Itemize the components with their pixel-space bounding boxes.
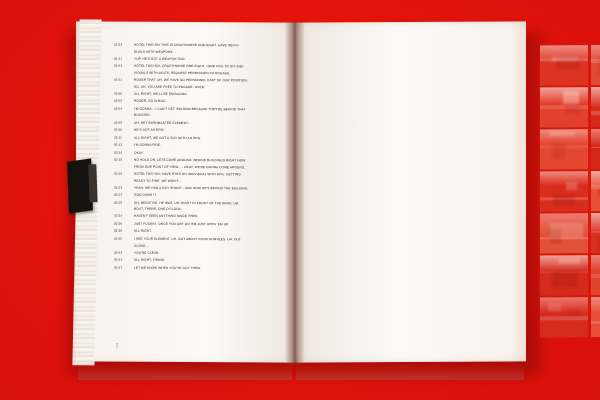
contact-sheet-photo — [540, 171, 588, 211]
transcript-timecode: 02:23 — [114, 185, 123, 190]
transcript-timecode: 02:28 — [114, 200, 123, 205]
transcript-row — [114, 42, 288, 56]
contact-sheet-photo — [540, 213, 588, 253]
photo-horizon-band — [540, 316, 588, 320]
contact-sheet-photo — [591, 45, 600, 85]
transcript-timecode: 01:33 — [114, 42, 123, 47]
transcript-timecode: 01:43 — [114, 63, 123, 68]
transcript-line: BOUT, THERE, ONE O'CLOCK. — [134, 206, 182, 212]
photo-dark-shape — [565, 105, 581, 113]
transcript-timecode: 02:09 — [114, 120, 123, 125]
transcript-timecode: 02:13 — [114, 142, 123, 147]
transcript-timecode: 02:23 — [114, 192, 123, 197]
black-bookmark-tab — [67, 158, 93, 213]
transcript-line: SO, UH, YOU ARE FREE TO ENGAGE. OVER. — [134, 84, 206, 89]
photo-dark-shape — [553, 195, 575, 207]
transcript-timecode: 02:36 — [114, 221, 123, 226]
photo-horizon-band — [591, 147, 600, 149]
left-page-bottom-shading — [78, 364, 292, 380]
photo-horizon-band — [591, 231, 600, 233]
photo-horizon-band — [591, 274, 600, 278]
transcript-speech — [134, 63, 288, 77]
transcript-row — [114, 170, 288, 184]
transcript-line: UH, NEGATIVE. HE WAS, UH, RIGHT IN FRONT OF THE BRAD, UH, — [134, 200, 240, 206]
transcript-timecode: 02:11 — [114, 135, 122, 140]
transcript-line: HE'S GOT AN RPG! — [134, 127, 165, 132]
transcript-line: I SEE YOUR ELEMENT, UH, GOT ABOUT FOUR HUMVEES, UH, OUT — [134, 236, 241, 242]
transcript-line: HOTEL TWO-SIX THIS IS CRAZYHORSE ONE-EIGHT. HAVE INDIVI- — [134, 42, 240, 48]
transcript-line: BUILDING. — [134, 113, 151, 118]
transcript-line: HOTEL TWO-SIX; HAVE EYES ON INDIVIDUAL WITH RPG. GETTING — [134, 171, 241, 177]
transcript-line: JUST FUCKIN', ONCE YOU GET ON 'EM JUST OPEN 'EM UP. — [134, 221, 229, 227]
transcript-timecode: 02:40 — [114, 236, 123, 241]
transcript-speech — [134, 236, 288, 250]
transcript-speech — [134, 157, 288, 171]
transcript-timecode: 02:43 — [114, 250, 123, 255]
transcript-timecode: 02:00 — [114, 91, 123, 96]
transcript-line: ROGER THAT. UH, WE HAVE NO PERSONNEL EAST OF OUR POSITION. — [134, 77, 248, 83]
transcript-line: HAVEN'T SEEN ANYTHING SINCE THEN. — [134, 214, 199, 219]
photo-dark-shape — [552, 143, 565, 159]
photo-dark-shape — [597, 236, 600, 253]
photo-horizon-band — [591, 320, 600, 324]
photo-duotone-layer — [591, 129, 600, 169]
contact-sheet-photo — [591, 255, 600, 295]
photo-duotone-layer — [591, 87, 600, 127]
transcript-row — [114, 264, 288, 272]
transcript-line: UH, HEY BUSHMASTER ELEMENT... — [134, 120, 191, 125]
contact-sheet-photo — [540, 87, 588, 127]
transcript-speech — [134, 264, 288, 272]
transcript-line: ALL RIGHT. — [134, 229, 152, 234]
transcript-timecode: 02:02 — [114, 98, 123, 103]
contact-sheet-photo — [591, 171, 600, 211]
photo-contact-sheet-grid — [540, 44, 600, 337]
transcript-timecode: 01:51 — [114, 77, 123, 82]
photo-highlight-shape — [550, 223, 583, 238]
transcript-line: ALL RIGHT, WE'LL BE ENGAGING. — [134, 91, 188, 96]
transcript-timecode: 02:19 — [114, 171, 123, 176]
open-book — [62, 22, 542, 378]
transcript-timecode: 02:34 — [114, 214, 123, 219]
transcript-line: I'M GONNA... I CAN'T GET 'EM NOW BECAUSE THEY'RE BEHIND THAT — [134, 106, 246, 112]
transcript-line: VIDUALS WITH AK47S. REQUEST PERMISSION TO ENGAGE. — [134, 70, 231, 76]
transcript-line: ALL RIGHT, FIRING. — [134, 257, 166, 263]
transcript-line: FROM OUR POINT OF VIEW. ... OKAY, WE'RE GONNA COME AROUND. — [134, 164, 246, 170]
transcript-timecode: 02:44 — [114, 257, 123, 262]
transcript-speech — [134, 171, 288, 185]
transcript-timecode: 01:41 — [114, 56, 123, 61]
photo-horizon-band — [591, 185, 600, 190]
contact-sheet-photo — [540, 297, 588, 337]
contact-sheet-photo — [591, 87, 600, 127]
transcript-line: ROGER, GO AHEAD. — [134, 99, 167, 104]
transcript-line: NO HOLD ON. LETS COME AROUND. BEHIND BUILDINGS RIGHT NOW — [134, 157, 246, 163]
right-page — [294, 21, 526, 362]
right-page-bottom-shading — [296, 364, 524, 380]
contact-sheet-photo — [591, 297, 600, 337]
photo-highlight-shape — [549, 131, 575, 136]
photo-highlight-shape — [566, 182, 577, 190]
transcript-timecode: 02:10 — [114, 127, 123, 132]
transcript-line: LET ME KNOW WHEN YOU'VE GOT THEM. — [134, 265, 201, 270]
transcript-line: YUP. HE'S GOT A WEAPON TOO. — [134, 56, 186, 61]
transcript-text-block — [114, 42, 288, 343]
photo-highlight-shape — [552, 56, 579, 61]
transcript-line: HOTEL TWO-SIX; CRAZYHORSE ONE-EIGHT. HAVE FIVE TO SIX INDI- — [134, 63, 245, 69]
transcript-line: DUALS WITH WEAPONS. — [134, 49, 174, 54]
transcript-line: GOD DAMN IT. — [134, 192, 157, 198]
transcript-line: READY TO FIRE. WE WON'T... — [134, 178, 182, 183]
transcript-speech — [134, 199, 288, 213]
contact-sheet-photo — [540, 255, 588, 295]
transcript-speech — [134, 42, 288, 56]
transcript-timecode: 02:47 — [114, 265, 123, 270]
contact-sheet-photo — [591, 213, 600, 253]
photo-dark-shape — [567, 309, 581, 315]
contact-sheet-photo — [591, 129, 600, 169]
transcript-line: I'M GONNA FIRE. — [134, 142, 162, 147]
photo-duotone-layer — [591, 297, 600, 337]
transcript-timecode: 02:04 — [114, 106, 123, 111]
transcript-timecode: 02:14 — [114, 150, 123, 155]
transcript-row — [114, 77, 288, 91]
photo-highlight-shape — [563, 91, 580, 104]
transcript-speech — [134, 106, 288, 120]
transcript-row — [114, 157, 288, 171]
transcript-line: ALONG... — [134, 243, 149, 248]
transcript-row — [114, 63, 288, 77]
photo-dark-shape — [552, 272, 578, 288]
transcript-line: OKAY. — [134, 150, 144, 155]
transcript-timecode: 02:15 — [114, 157, 123, 162]
transcript-row — [114, 199, 288, 213]
photo-horizon-band — [591, 111, 600, 116]
left-page — [76, 21, 294, 362]
transcript-row — [114, 236, 288, 250]
left-page-number: 104 — [116, 342, 119, 348]
contact-sheet-photo — [540, 129, 588, 169]
contact-sheet-photo — [540, 45, 588, 85]
transcript-timecode: 02:38 — [114, 229, 123, 234]
photo-highlight-shape — [558, 258, 580, 264]
transcript-line: YOU'RE CLEAR. — [134, 250, 160, 255]
transcript-line: ALL RIGHT, WE GOT A GUY WITH AN RPG. — [134, 135, 202, 140]
transcript-line: YEAH, WE HAD A GUY SHOOT - AND NOW HE'S BEHIND THE BUILDING. — [134, 185, 249, 191]
transcript-speech — [134, 77, 288, 91]
book-gutter-shadow — [286, 22, 304, 364]
photo-highlight-shape — [548, 304, 561, 312]
transcript-row — [114, 105, 288, 119]
